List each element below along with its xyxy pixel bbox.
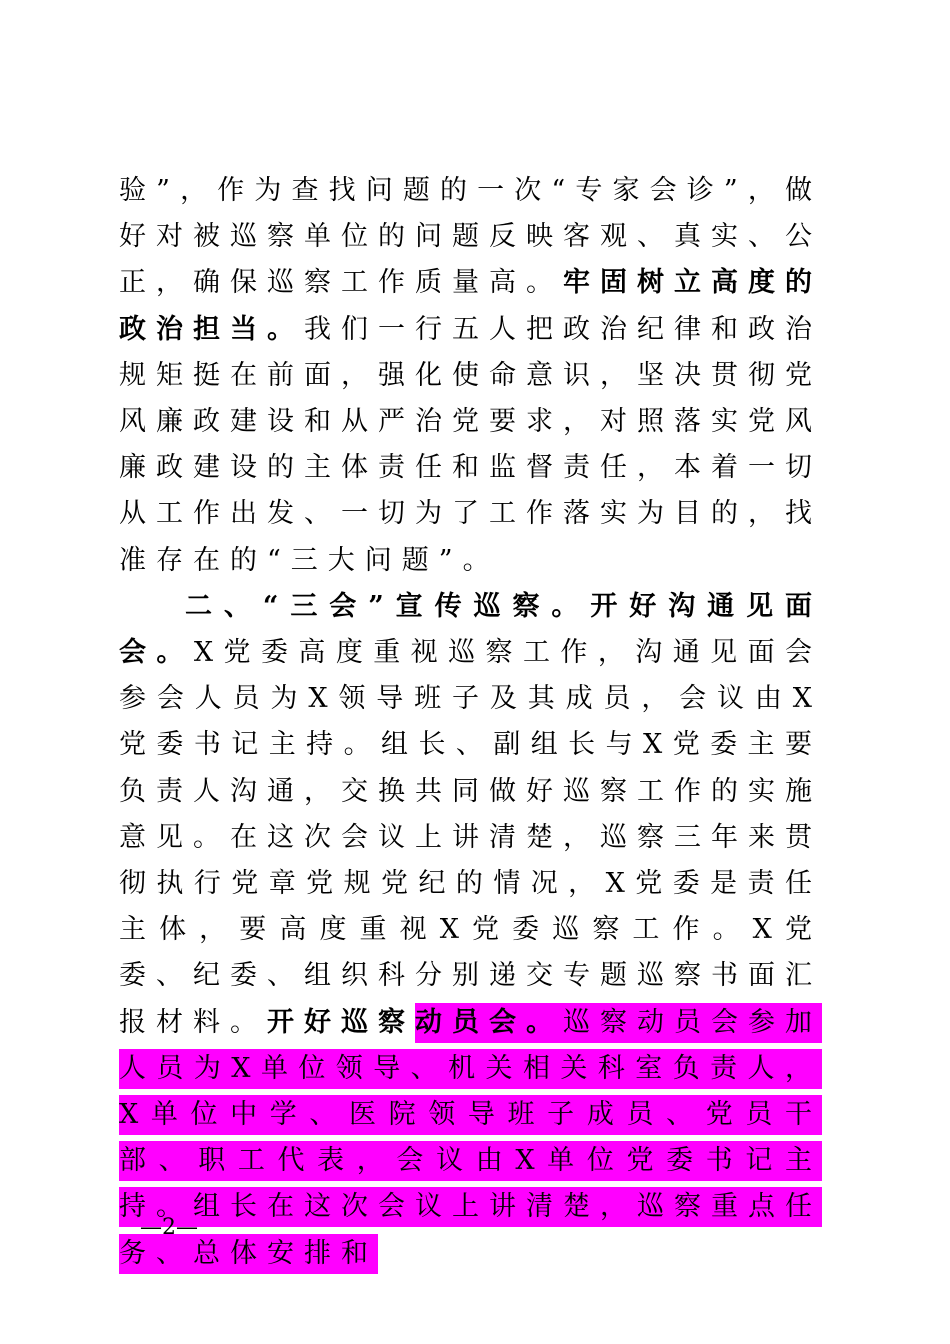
- body-text: [119, 168, 822, 1277]
- paragraph-2: [119, 584, 822, 1277]
- para2-bold-heading: 开好巡察: [267, 1006, 415, 1038]
- paragraph-1: [119, 168, 822, 584]
- para2-highlighted-text: 巡察动员会参加人员为X单位领导、机关相关科室负责人，X单位中学、医院领导班子成员、党员干部、职工代表，会议由X单位党委书记主持。组长在这次会议上讲清楚，巡察重点任务、总体安排和: [119, 1003, 822, 1274]
- para1-text-1: 验”，作为查找问题的一次“专家会诊”，做好对被巡察单位的问题反映客观、真实、公正，确保巡察工作质量高。: [119, 175, 822, 299]
- para1-text-2: 我们一行五人把政治纪律和政治规矩挺在前面，强化使命意识，坚决贯彻党风廉政建设和从严治党要求，对照落实党风廉政建设的主体责任和监督责任，本着一切从工作出发、一切为了工作落实为目的，找准存在的“三大问题”。: [119, 313, 822, 576]
- para2-text-1: X党委高度重视巡察工作，沟通见面会参会人员为X领导班子及其成员，会议由X党委书记主持。组长、副组长与X党委主要负责人沟通，交换共同做好巡察工作的实施意见。在这次会议上讲清楚，巡察三年来贯彻执行党章党规党纪的情况，X党委是责任主体，要高度重视X党委巡察工作。X党委、纪委、组织科分别递交专题巡察书面汇报材料。: [119, 637, 822, 1038]
- section-heading: 二、“三会”宣传巡察。开好沟通见面会。: [119, 590, 822, 669]
- para1-bold-heading: 牢固树立高度的政治担当。: [119, 267, 822, 345]
- page-number: —2—: [140, 1215, 198, 1240]
- para2-bold-highlighted: 动员会。: [415, 1003, 563, 1043]
